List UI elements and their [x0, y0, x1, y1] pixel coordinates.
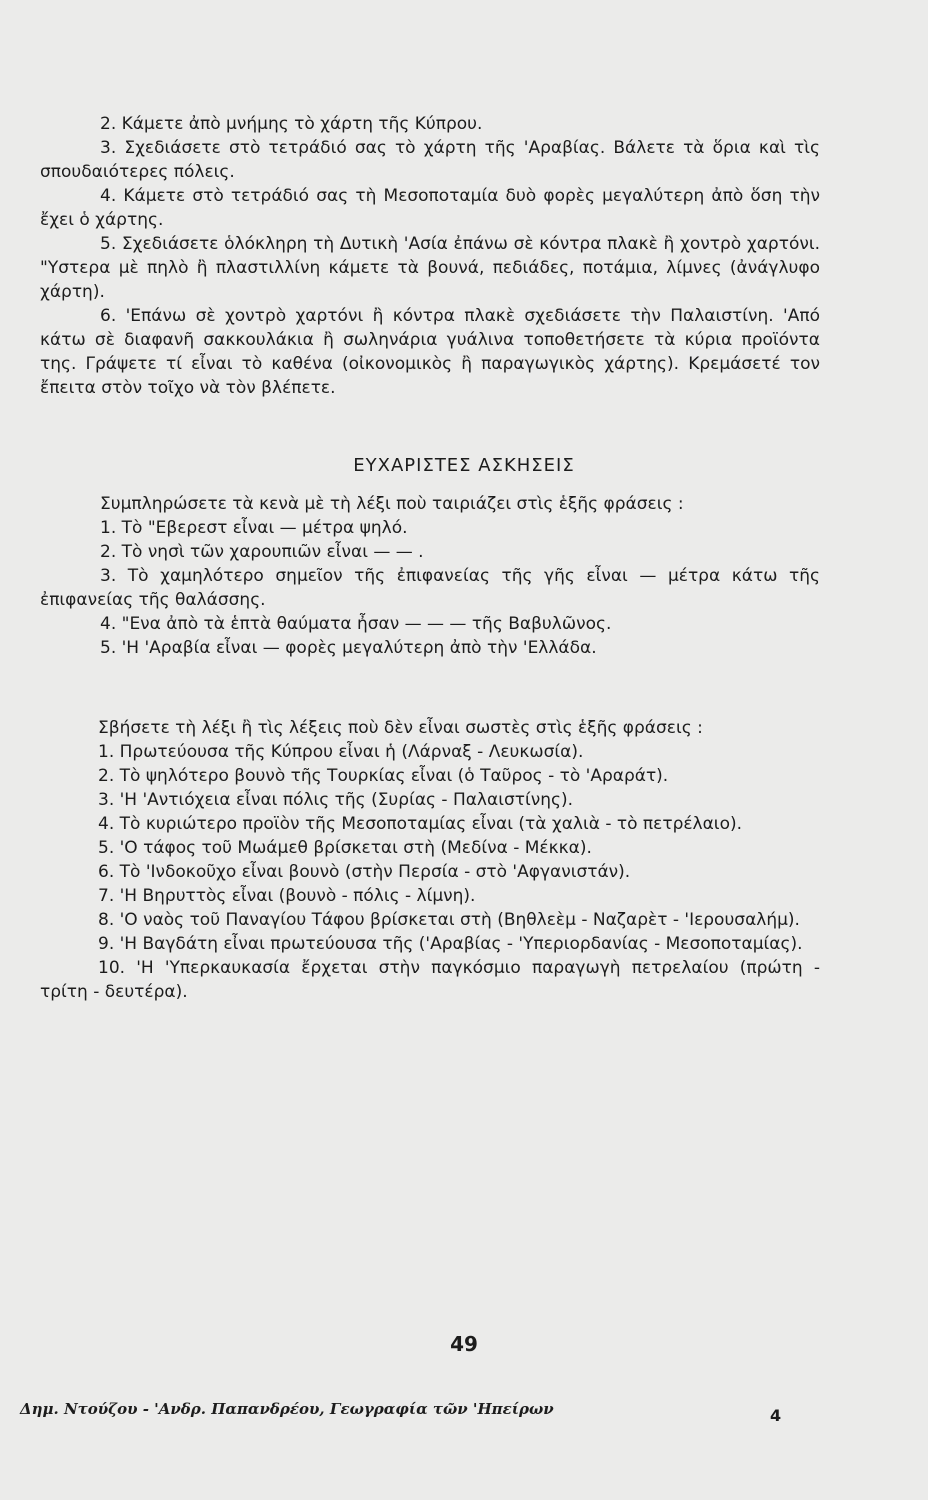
strike-out-item: 2. Τὸ ψηλότερο βουνὸ τῆς Τουρκίας εἶναι (ὁ Ταῦρος - τὸ 'Αραράτ). [98, 766, 669, 786]
strike-out-item: 7. 'Η Βηρυττὸς εἶναι (βουνὸ - πόλις - λίμνη). [98, 886, 476, 906]
fill-blanks-section [40, 492, 820, 660]
exercise-item: 3. Σχεδιάσετε στὸ τετράδιό σας τὸ χάρτη τῆς 'Αραβίας. Βάλετε τὰ ὅρια καὶ τὶς σπουδαιότερες πόλεις. [40, 138, 820, 182]
strike-out-item: 1. Πρωτεύουσα τῆς Κύπρου εἶναι ἡ (Λάρναξ - Λευκωσία). [98, 742, 584, 762]
strike-out-item: 10. 'Η 'Υπερκαυκασία ἔρχεται στὴν παγκόσμιο παραγωγὴ πετρελαίου (πρώτη - τρίτη - δευτέρα). [40, 958, 820, 1002]
exercise-item: 6. 'Επάνω σὲ χοντρὸ χαρτόνι ἢ κόντρα πλακὲ σχεδιάσετε τὴν Παλαιστίνη. 'Από κάτω σὲ διαφανῆ σακκουλάκια ἢ σωληνάρια γυάλινα τοποθετήσετε τὰ κύρια προϊόντα της. Γράψετε τί εἶναι τὸ καθένα (οἰκονομικὸς ἢ παραγωγικὸς χάρτης). Κρεμάσετέ τον ἔπειτα στὸν τοῖχο νὰ τὸν βλέπετε. [40, 306, 820, 398]
signature-mark: 4 [770, 1406, 782, 1425]
fill-blank-item: 4. "Ενα ἀπὸ τὰ ἑπτὰ θαύματα ἦσαν — — — τῆς Βαβυλῶνος. [100, 614, 612, 634]
exercise-item: 4. Κάμετε στὸ τετράδιό σας τὴ Μεσοποταμία δυὸ φορὲς μεγαλύτερη ἀπὸ ὅση τὴν ἔχει ὁ χάρτης. [40, 186, 820, 230]
strike-out-item: 4. Τὸ κυριώτερο προϊὸν τῆς Μεσοποταμίας εἶναι (τὰ χαλιὰ - τὸ πετρέλαιο). [98, 814, 742, 834]
strike-out-item: 9. 'Η Βαγδάτη εἶναι πρωτεύουσα τῆς ('Αραβίας - 'Υπεριορδανίας - Μεσοποταμίας). [98, 934, 803, 954]
fill-blank-item: 3. Τὸ χαμηλότερο σημεῖον τῆς ἐπιφανείας τῆς γῆς εἶναι — μέτρα κάτω τῆς ἐπιφανείας τῆς θαλάσσης. [40, 566, 820, 610]
exercise-item: 2. Κάμετε ἀπὸ μνήμης τὸ χάρτη τῆς Κύπρου. [100, 114, 483, 134]
fill-blanks-instruction: Συμπληρώσετε τὰ κενὰ μὲ τὴ λέξι ποὺ ταιριάζει στὶς ἑξῆς φράσεις : [100, 494, 684, 514]
strike-out-item: 8. 'Ο ναὸς τοῦ Παναγίου Τάφου βρίσκεται στὴ (Βηθλεὲμ - Ναζαρὲτ - 'Ιερουσαλήμ). [98, 910, 800, 930]
strike-out-item: 3. 'Η 'Αντιόχεια εἶναι πόλις τῆς (Συρίας - Παλαιστίνης). [98, 790, 573, 810]
footer-citation: Δημ. Ντούζου - 'Ανδρ. Παπανδρέου, Γεωγραφία τῶν 'Ηπείρων [20, 1400, 554, 1418]
fill-blank-item: 1. Τὸ "Εβερεστ εἶναι — μέτρα ψηλό. [100, 518, 408, 538]
strike-out-item: 5. 'Ο τάφος τοῦ Μωάμεθ βρίσκεται στὴ (Μεδίνα - Μέκκα). [98, 838, 592, 858]
section-heading: ΕΥΧΑΡΙΣΤΕΣ ΑΣΚΗΣΕΙΣ [353, 455, 575, 476]
exercise-item: 5. Σχεδιάσετε ὁλόκληρη τὴ Δυτικὴ 'Ασία ἐπάνω σὲ κόντρα πλακὲ ἢ χοντρὸ χαρτόνι. "Υστερα μὲ πηλὸ ἢ πλαστιλλίνη κάμετε τὰ βουνά, πεδιάδες, ποτάμια, λίμνες (ἀνάγλυφο χάρτη). [40, 234, 820, 302]
fill-blank-item: 2. Τὸ νησὶ τῶν χαρουπιῶν εἶναι — — . [100, 542, 424, 562]
page-number: 49 [450, 1332, 478, 1356]
fill-blank-item: 5. 'Η 'Αραβία εἶναι — φορὲς μεγαλύτερη ἀπὸ τὴν 'Ελλάδα. [100, 638, 597, 658]
strike-out-instruction: Σβήσετε τὴ λέξι ἢ τὶς λέξεις ποὺ δὲν εἶναι σωστὲς στὶς ἑξῆς φράσεις : [98, 718, 703, 738]
strike-out-item: 6. Τὸ 'Ινδοκοῦχο εἶναι βουνὸ (στὴν Περσία - στὸ 'Αφγανιστάν). [98, 862, 631, 882]
strike-out-section [40, 716, 820, 1004]
exercise-list [40, 112, 820, 400]
